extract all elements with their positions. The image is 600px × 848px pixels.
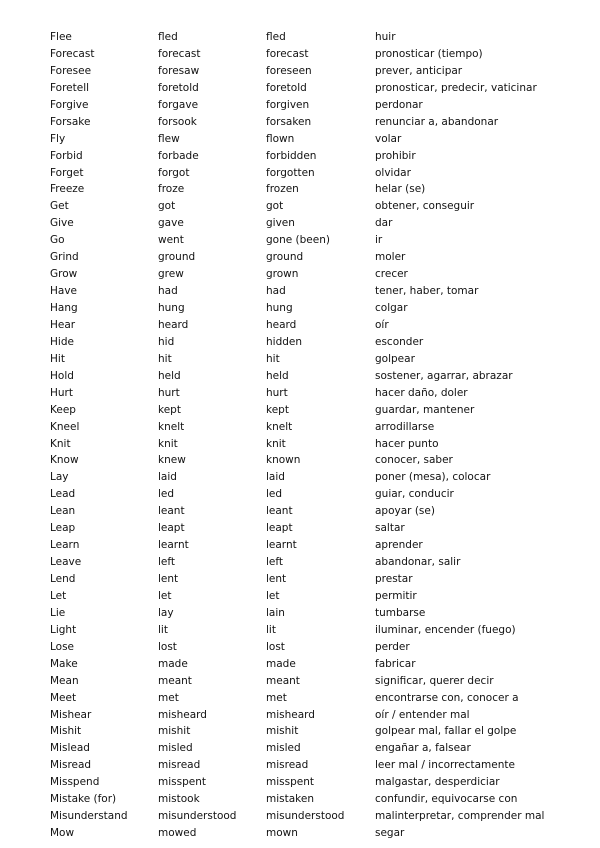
verb-infinitive-cell: Hold xyxy=(50,369,74,382)
verb-row xyxy=(0,215,600,232)
verb-past-simple-cell: flew xyxy=(158,132,180,145)
verb-row xyxy=(0,436,600,453)
verb-past-simple-cell: hung xyxy=(158,302,185,314)
verb-row xyxy=(0,656,600,673)
verb-infinitive-cell: Freeze xyxy=(50,183,85,196)
verb-past-simple-cell: let xyxy=(158,589,172,602)
verb-past-simple-cell: misled xyxy=(158,742,193,755)
verb-infinitive-cell: Fly xyxy=(50,132,66,145)
verb-translation-cell: guardar, mantener xyxy=(375,403,475,416)
verb-past-simple-cell: gave xyxy=(158,217,184,230)
verb-past-simple-cell: held xyxy=(158,369,181,382)
verb-past-participle-cell: held xyxy=(266,369,289,382)
verb-infinitive-cell: Learn xyxy=(50,539,80,552)
verb-row xyxy=(0,334,600,351)
verb-infinitive-cell: Go xyxy=(50,234,65,247)
verb-translation-cell: iluminar, encender (fuego) xyxy=(375,623,516,636)
verb-translation-cell: sostener, agarrar, abrazar xyxy=(375,369,513,382)
verb-infinitive-cell: Hang xyxy=(50,302,78,314)
verb-infinitive-cell: Knit xyxy=(50,437,71,450)
verb-infinitive-cell: Kneel xyxy=(50,420,80,433)
verb-past-simple-cell: made xyxy=(158,657,188,670)
verb-past-participle-cell: made xyxy=(266,657,296,670)
verb-translation-cell: hacer punto xyxy=(375,437,439,450)
verb-past-participle-cell: forbidden xyxy=(266,149,317,162)
verb-past-simple-cell: had xyxy=(158,285,178,298)
verb-past-participle-cell: heard xyxy=(266,318,297,331)
verb-translation-cell: ir xyxy=(375,234,383,247)
verb-translation-cell: engañar a, falsear xyxy=(375,742,471,755)
verb-past-participle-cell: grown xyxy=(266,268,299,281)
verb-infinitive-cell: Mishit xyxy=(50,725,82,738)
verb-translation-cell: significar, querer decir xyxy=(375,674,494,687)
verb-past-participle-cell: misled xyxy=(266,742,301,755)
verb-infinitive-cell: Lose xyxy=(50,640,75,653)
verb-past-simple-cell: froze xyxy=(158,183,185,196)
verb-row xyxy=(0,740,600,757)
verb-past-participle-cell: hung xyxy=(266,302,293,314)
verb-infinitive-cell: Lie xyxy=(50,606,66,619)
verb-infinitive-cell: Forgive xyxy=(50,98,89,111)
verb-past-participle-cell: forsaken xyxy=(266,115,312,128)
verb-infinitive-cell: Forget xyxy=(50,166,84,179)
verb-past-simple-cell: mistook xyxy=(158,793,200,806)
verb-past-simple-cell: left xyxy=(158,556,176,569)
verb-translation-cell: apoyar (se) xyxy=(375,505,435,518)
verb-past-simple-cell: forsook xyxy=(158,115,197,128)
verb-past-participle-cell: misspent xyxy=(266,776,314,789)
verb-past-participle-cell: given xyxy=(266,217,295,230)
verb-row xyxy=(0,266,600,283)
verb-translation-cell: pronosticar, predecir, vaticinar xyxy=(375,81,537,94)
verb-row xyxy=(0,131,600,148)
verb-translation-cell: colgar xyxy=(375,302,408,314)
verb-past-participle-cell: laid xyxy=(266,471,285,484)
verb-past-simple-cell: lay xyxy=(158,606,174,619)
verb-translation-cell: tener, haber, tomar xyxy=(375,285,479,298)
verb-row xyxy=(0,825,600,842)
verb-infinitive-cell: Mow xyxy=(50,827,75,840)
verb-infinitive-cell: Lay xyxy=(50,471,69,484)
verb-infinitive-cell: Hear xyxy=(50,318,76,331)
verb-past-simple-cell: forgave xyxy=(158,98,199,111)
verb-row xyxy=(0,181,600,198)
verb-row xyxy=(0,673,600,690)
verb-translation-cell: volar xyxy=(375,132,402,145)
verb-past-participle-cell: lain xyxy=(266,606,285,619)
verb-row xyxy=(0,283,600,300)
verb-translation-cell: poner (mesa), colocar xyxy=(375,471,491,484)
verb-infinitive-cell: Mistake (for) xyxy=(50,793,117,806)
verb-past-simple-cell: misread xyxy=(158,759,201,772)
verb-past-participle-cell: led xyxy=(266,488,283,501)
verb-past-simple-cell: foretold xyxy=(158,81,199,94)
verb-row xyxy=(0,774,600,791)
verb-row xyxy=(0,385,600,402)
verb-past-participle-cell: lent xyxy=(266,573,287,585)
verb-past-simple-cell: met xyxy=(158,691,179,704)
verb-translation-cell: tumbarse xyxy=(375,606,426,619)
verb-row xyxy=(0,791,600,808)
verb-past-participle-cell: knelt xyxy=(266,420,293,433)
verb-infinitive-cell: Meet xyxy=(50,691,77,704)
verb-row xyxy=(0,80,600,97)
verb-past-simple-cell: kept xyxy=(158,403,181,416)
verb-translation-cell: saltar xyxy=(375,522,405,535)
verb-translation-cell: prever, anticipar xyxy=(375,64,463,77)
verb-past-simple-cell: lit xyxy=(158,623,168,636)
verb-past-participle-cell: hit xyxy=(266,352,280,365)
verb-infinitive-cell: Leave xyxy=(50,556,82,569)
verb-translation-cell: arrodillarse xyxy=(375,420,435,433)
verb-past-simple-cell: got xyxy=(158,200,176,213)
verb-past-simple-cell: knit xyxy=(158,437,178,450)
verb-infinitive-cell: Lend xyxy=(50,573,76,585)
verb-past-participle-cell: got xyxy=(266,200,284,213)
verb-past-participle-cell: had xyxy=(266,285,286,298)
verb-past-participle-cell: mistaken xyxy=(266,793,314,806)
verb-infinitive-cell: Misunderstand xyxy=(50,810,128,823)
verb-row xyxy=(0,63,600,80)
verb-past-participle-cell: hurt xyxy=(266,386,288,399)
verb-row xyxy=(0,419,600,436)
verb-row xyxy=(0,198,600,215)
verb-row xyxy=(0,486,600,503)
verb-infinitive-cell: Foretell xyxy=(50,81,90,94)
verb-translation-cell: segar xyxy=(375,827,405,840)
verb-past-participle-cell: learnt xyxy=(266,539,297,552)
verb-past-participle-cell: mown xyxy=(266,827,298,840)
verb-row xyxy=(0,317,600,334)
verb-infinitive-cell: Forsake xyxy=(50,115,91,128)
verb-past-simple-cell: misheard xyxy=(158,708,207,721)
verb-past-simple-cell: misspent xyxy=(158,776,206,789)
verb-translation-cell: dar xyxy=(375,217,393,230)
verb-infinitive-cell: Lead xyxy=(50,488,76,501)
verb-translation-cell: crecer xyxy=(375,268,408,281)
verb-row xyxy=(0,165,600,182)
verb-past-participle-cell: misunderstood xyxy=(266,810,345,823)
verb-translation-cell: conocer, saber xyxy=(375,454,453,467)
verb-row xyxy=(0,537,600,554)
verb-row xyxy=(0,402,600,419)
verb-row xyxy=(0,622,600,639)
verb-translation-cell: fabricar xyxy=(375,657,416,670)
verb-row xyxy=(0,707,600,724)
verb-past-participle-cell: forgotten xyxy=(266,166,315,179)
verb-row xyxy=(0,605,600,622)
verb-translation-cell: abandonar, salir xyxy=(375,556,461,569)
verb-infinitive-cell: Forecast xyxy=(50,47,95,60)
verb-translation-cell: oír xyxy=(375,318,389,331)
verb-infinitive-cell: Let xyxy=(50,589,67,602)
verb-row xyxy=(0,520,600,537)
verb-translation-cell: leer mal / incorrectamente xyxy=(375,759,515,772)
verb-translation-cell: hacer daño, doler xyxy=(375,386,468,399)
verb-past-participle-cell: lit xyxy=(266,623,276,636)
verb-row xyxy=(0,148,600,165)
verb-translation-cell: perder xyxy=(375,640,410,653)
verb-past-simple-cell: laid xyxy=(158,471,177,484)
verb-row xyxy=(0,503,600,520)
verb-past-simple-cell: forecast xyxy=(158,47,201,60)
verb-translation-cell: obtener, conseguir xyxy=(375,200,475,213)
verb-past-simple-cell: led xyxy=(158,488,175,501)
verb-past-simple-cell: forbade xyxy=(158,149,199,162)
verb-past-simple-cell: hit xyxy=(158,352,172,365)
verb-past-simple-cell: heard xyxy=(158,318,189,331)
verb-past-simple-cell: fled xyxy=(158,31,178,43)
verb-infinitive-cell: Light xyxy=(50,623,77,636)
verb-row xyxy=(0,808,600,825)
verb-past-simple-cell: mishit xyxy=(158,725,191,738)
verb-infinitive-cell: Hit xyxy=(50,352,65,365)
verb-infinitive-cell: Make xyxy=(50,657,78,670)
verb-infinitive-cell: Mishear xyxy=(50,708,92,721)
verb-translation-cell: confundir, equivocarse con xyxy=(375,793,518,806)
verb-infinitive-cell: Misread xyxy=(50,759,92,772)
verb-past-participle-cell: let xyxy=(266,589,280,602)
verb-past-participle-cell: met xyxy=(266,691,287,704)
verb-row xyxy=(0,368,600,385)
verb-row xyxy=(0,452,600,469)
verb-past-participle-cell: mishit xyxy=(266,725,299,738)
verb-infinitive-cell: Lean xyxy=(50,505,76,518)
verb-past-simple-cell: knew xyxy=(158,454,186,467)
verb-past-participle-cell: misread xyxy=(266,759,309,772)
verb-past-participle-cell: knit xyxy=(266,437,286,450)
verb-past-participle-cell: ground xyxy=(266,251,304,264)
verb-translation-cell: renunciar a, abandonar xyxy=(375,115,499,128)
verb-infinitive-cell: Foresee xyxy=(50,64,92,77)
verb-past-simple-cell: lost xyxy=(158,640,177,653)
verb-past-simple-cell: knelt xyxy=(158,420,185,433)
verb-past-participle-cell: meant xyxy=(266,674,300,687)
verb-translation-cell: olvidar xyxy=(375,166,411,179)
verb-infinitive-cell: Mean xyxy=(50,674,79,687)
verb-row xyxy=(0,249,600,266)
verb-table xyxy=(0,29,600,842)
verb-past-simple-cell: went xyxy=(158,234,184,247)
verb-past-simple-cell: grew xyxy=(158,268,184,281)
verb-translation-cell: encontrarse con, conocer a xyxy=(375,691,519,704)
verb-infinitive-cell: Keep xyxy=(50,403,76,416)
verb-translation-cell: golpear xyxy=(375,352,415,365)
verb-past-participle-cell: kept xyxy=(266,403,289,416)
verb-past-participle-cell: known xyxy=(266,454,301,467)
verb-infinitive-cell: Leap xyxy=(50,522,76,535)
verb-past-participle-cell: lost xyxy=(266,640,285,653)
verb-translation-cell: moler xyxy=(375,251,406,264)
verb-past-participle-cell: left xyxy=(266,556,284,569)
verb-past-simple-cell: foresaw xyxy=(158,64,200,77)
verb-infinitive-cell: Mislead xyxy=(50,742,90,755)
verb-past-participle-cell: forecast xyxy=(266,47,309,60)
verb-past-simple-cell: leapt xyxy=(158,522,185,535)
verb-translation-cell: perdonar xyxy=(375,98,423,111)
verb-row xyxy=(0,97,600,114)
verb-row xyxy=(0,29,600,46)
verb-past-simple-cell: forgot xyxy=(158,166,190,179)
verb-infinitive-cell: Hide xyxy=(50,335,74,348)
verb-past-participle-cell: flown xyxy=(266,132,295,145)
verb-row xyxy=(0,232,600,249)
verb-row xyxy=(0,571,600,588)
verb-past-simple-cell: ground xyxy=(158,251,196,264)
verb-infinitive-cell: Misspend xyxy=(50,776,100,789)
verb-past-participle-cell: hidden xyxy=(266,335,303,348)
verb-infinitive-cell: Get xyxy=(50,200,69,213)
verb-translation-cell: pronosticar (tiempo) xyxy=(375,47,483,60)
verb-translation-cell: prohibir xyxy=(375,149,416,162)
verb-translation-cell: malinterpretar, comprender mal xyxy=(375,810,545,823)
verb-past-simple-cell: meant xyxy=(158,674,192,687)
verb-translation-cell: guiar, conducir xyxy=(375,488,454,501)
verb-row xyxy=(0,588,600,605)
verb-infinitive-cell: Know xyxy=(50,454,79,467)
verb-translation-cell: huir xyxy=(375,31,396,43)
verb-past-participle-cell: leapt xyxy=(266,522,293,535)
verb-past-participle-cell: leant xyxy=(266,505,293,518)
verb-past-simple-cell: misunderstood xyxy=(158,810,237,823)
verb-translation-cell: aprender xyxy=(375,539,423,552)
verb-past-participle-cell: fled xyxy=(266,31,286,43)
verb-row xyxy=(0,46,600,63)
verb-translation-cell: malgastar, desperdiciar xyxy=(375,776,500,789)
verb-row xyxy=(0,757,600,774)
verb-infinitive-cell: Hurt xyxy=(50,386,73,399)
verb-translation-cell: esconder xyxy=(375,335,424,348)
verb-past-participle-cell: foreseen xyxy=(266,64,312,77)
verb-row xyxy=(0,114,600,131)
verb-row xyxy=(0,554,600,571)
verb-translation-cell: oír / entender mal xyxy=(375,708,470,721)
verb-past-participle-cell: forgiven xyxy=(266,98,310,111)
verb-translation-cell: prestar xyxy=(375,573,413,585)
verb-past-participle-cell: misheard xyxy=(266,708,315,721)
verb-translation-cell: helar (se) xyxy=(375,183,426,196)
verb-past-simple-cell: lent xyxy=(158,573,179,585)
verb-past-simple-cell: learnt xyxy=(158,539,189,552)
verb-infinitive-cell: Grind xyxy=(50,251,79,264)
verb-row xyxy=(0,351,600,368)
verb-row xyxy=(0,469,600,486)
verb-past-simple-cell: hid xyxy=(158,335,175,348)
verb-row xyxy=(0,639,600,656)
verb-infinitive-cell: Grow xyxy=(50,268,78,281)
verb-infinitive-cell: Forbid xyxy=(50,149,83,162)
verb-infinitive-cell: Flee xyxy=(50,31,72,43)
verb-infinitive-cell: Have xyxy=(50,285,78,298)
verb-translation-cell: permitir xyxy=(375,589,417,602)
verb-past-participle-cell: foretold xyxy=(266,81,307,94)
verb-past-participle-cell: gone (been) xyxy=(266,234,330,247)
verb-past-participle-cell: frozen xyxy=(266,183,299,196)
verb-row xyxy=(0,723,600,740)
verb-row xyxy=(0,300,600,317)
verb-past-simple-cell: mowed xyxy=(158,827,197,840)
verb-translation-cell: golpear mal, fallar el golpe xyxy=(375,725,517,738)
verb-past-simple-cell: hurt xyxy=(158,386,180,399)
verb-infinitive-cell: Give xyxy=(50,217,74,230)
verb-past-simple-cell: leant xyxy=(158,505,185,518)
verb-row xyxy=(0,690,600,707)
